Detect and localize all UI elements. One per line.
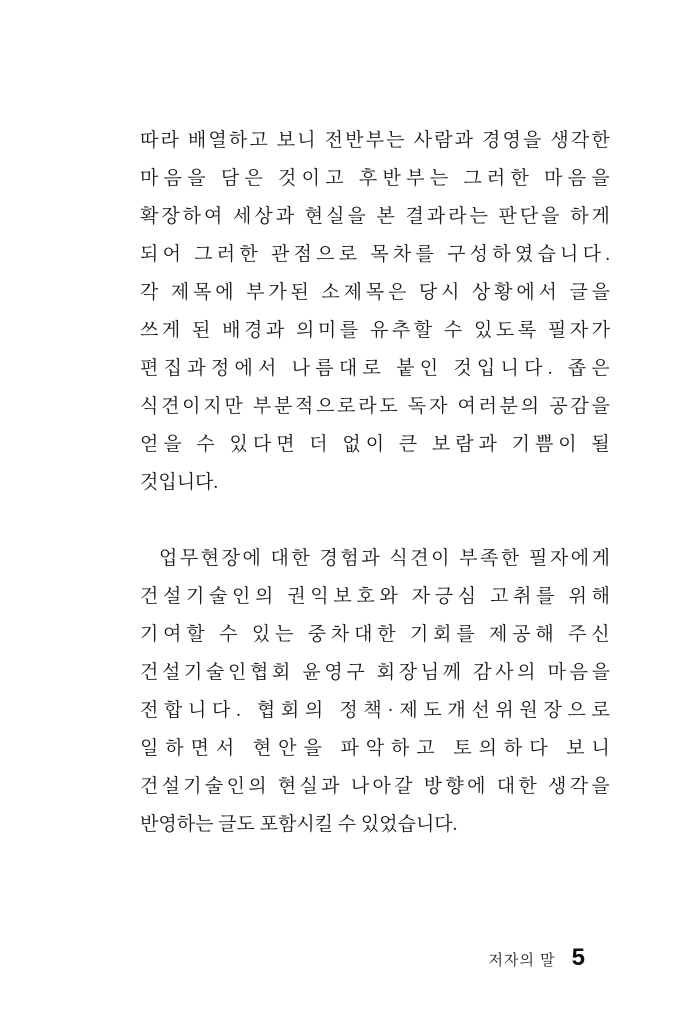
- text-line: 것입니다.: [140, 472, 219, 493]
- text-line: 기 여 할 수 있 는 중 차 대 한 기 회 를 제 공 해 주 신: [140, 624, 610, 645]
- text-line: 식 견 이 지 만 부 분 적 으 로 라 도 독 자 여 러 분 의 공 감 을: [140, 396, 610, 417]
- text-line: 각 제 목 에 부 가 된 소 제 목 은 당 시 상 황 에 서 글 을: [140, 282, 610, 303]
- text-line: 얻 을 수 있 다 면 더 없 이 큰 보 람 과 기 쁨 이 될: [140, 434, 610, 455]
- text-line: 건 설 기 술 인 의 권 익 보 호 와 자 긍 심 고 취 를 위 해: [140, 586, 610, 607]
- text-line: 건 설 기 술 인 의 현 실 과 나 아 갈 방 향 에 대 한 생 각 을: [140, 776, 610, 797]
- text-block: [140, 122, 610, 844]
- text-line: 따 라 배 열 하 고 보 니 전 반 부 는 사 람 과 경 영 을 생 각 한: [140, 130, 610, 151]
- text-line: 편 집 과 정 에 서 나 름 대 로 붙 인 것 입 니 다 . 좁 은: [140, 358, 610, 379]
- paragraph: [140, 540, 610, 844]
- page-number: 5: [571, 944, 585, 971]
- text-line: 전 합 니 다 . 협 회 의 정 책 · 제 도 개 선 위 원 장 으 로: [140, 700, 610, 721]
- footer-section-label: 저자의 말: [488, 952, 556, 969]
- text-line: 반영하는 글도 포함시킬 수 있었습니다.: [140, 814, 458, 835]
- text-line: 건 설 기 술 인 협 회 윤 영 구 회 장 님 께 감 사 의 마 음 을: [140, 662, 610, 683]
- page-footer: [489, 944, 586, 972]
- text-line: 업 무 현 장 에 대 한 경 험 과 식 견 이 부 족 한 필 자 에 게: [159, 548, 610, 569]
- text-line: 쓰 게 된 배 경 과 의 미 를 유 추 할 수 있 도 록 필 자 가: [140, 320, 610, 341]
- text-line: 마 음 을 담 은 것 이 고 후 반 부 는 그 러 한 마 음 을: [140, 168, 610, 189]
- text-line: 되 어 그 러 한 관 점 으 로 목 차 를 구 성 하 였 습 니 다 .: [140, 244, 610, 265]
- text-line: 확 장 하 여 세 상 과 현 실 을 본 결 과 라 는 판 단 을 하 게: [140, 206, 610, 227]
- text-line: 일 하 면 서 현 안 을 파 악 하 고 토 의 하 다 보 니: [140, 738, 610, 759]
- paragraph: [140, 122, 610, 502]
